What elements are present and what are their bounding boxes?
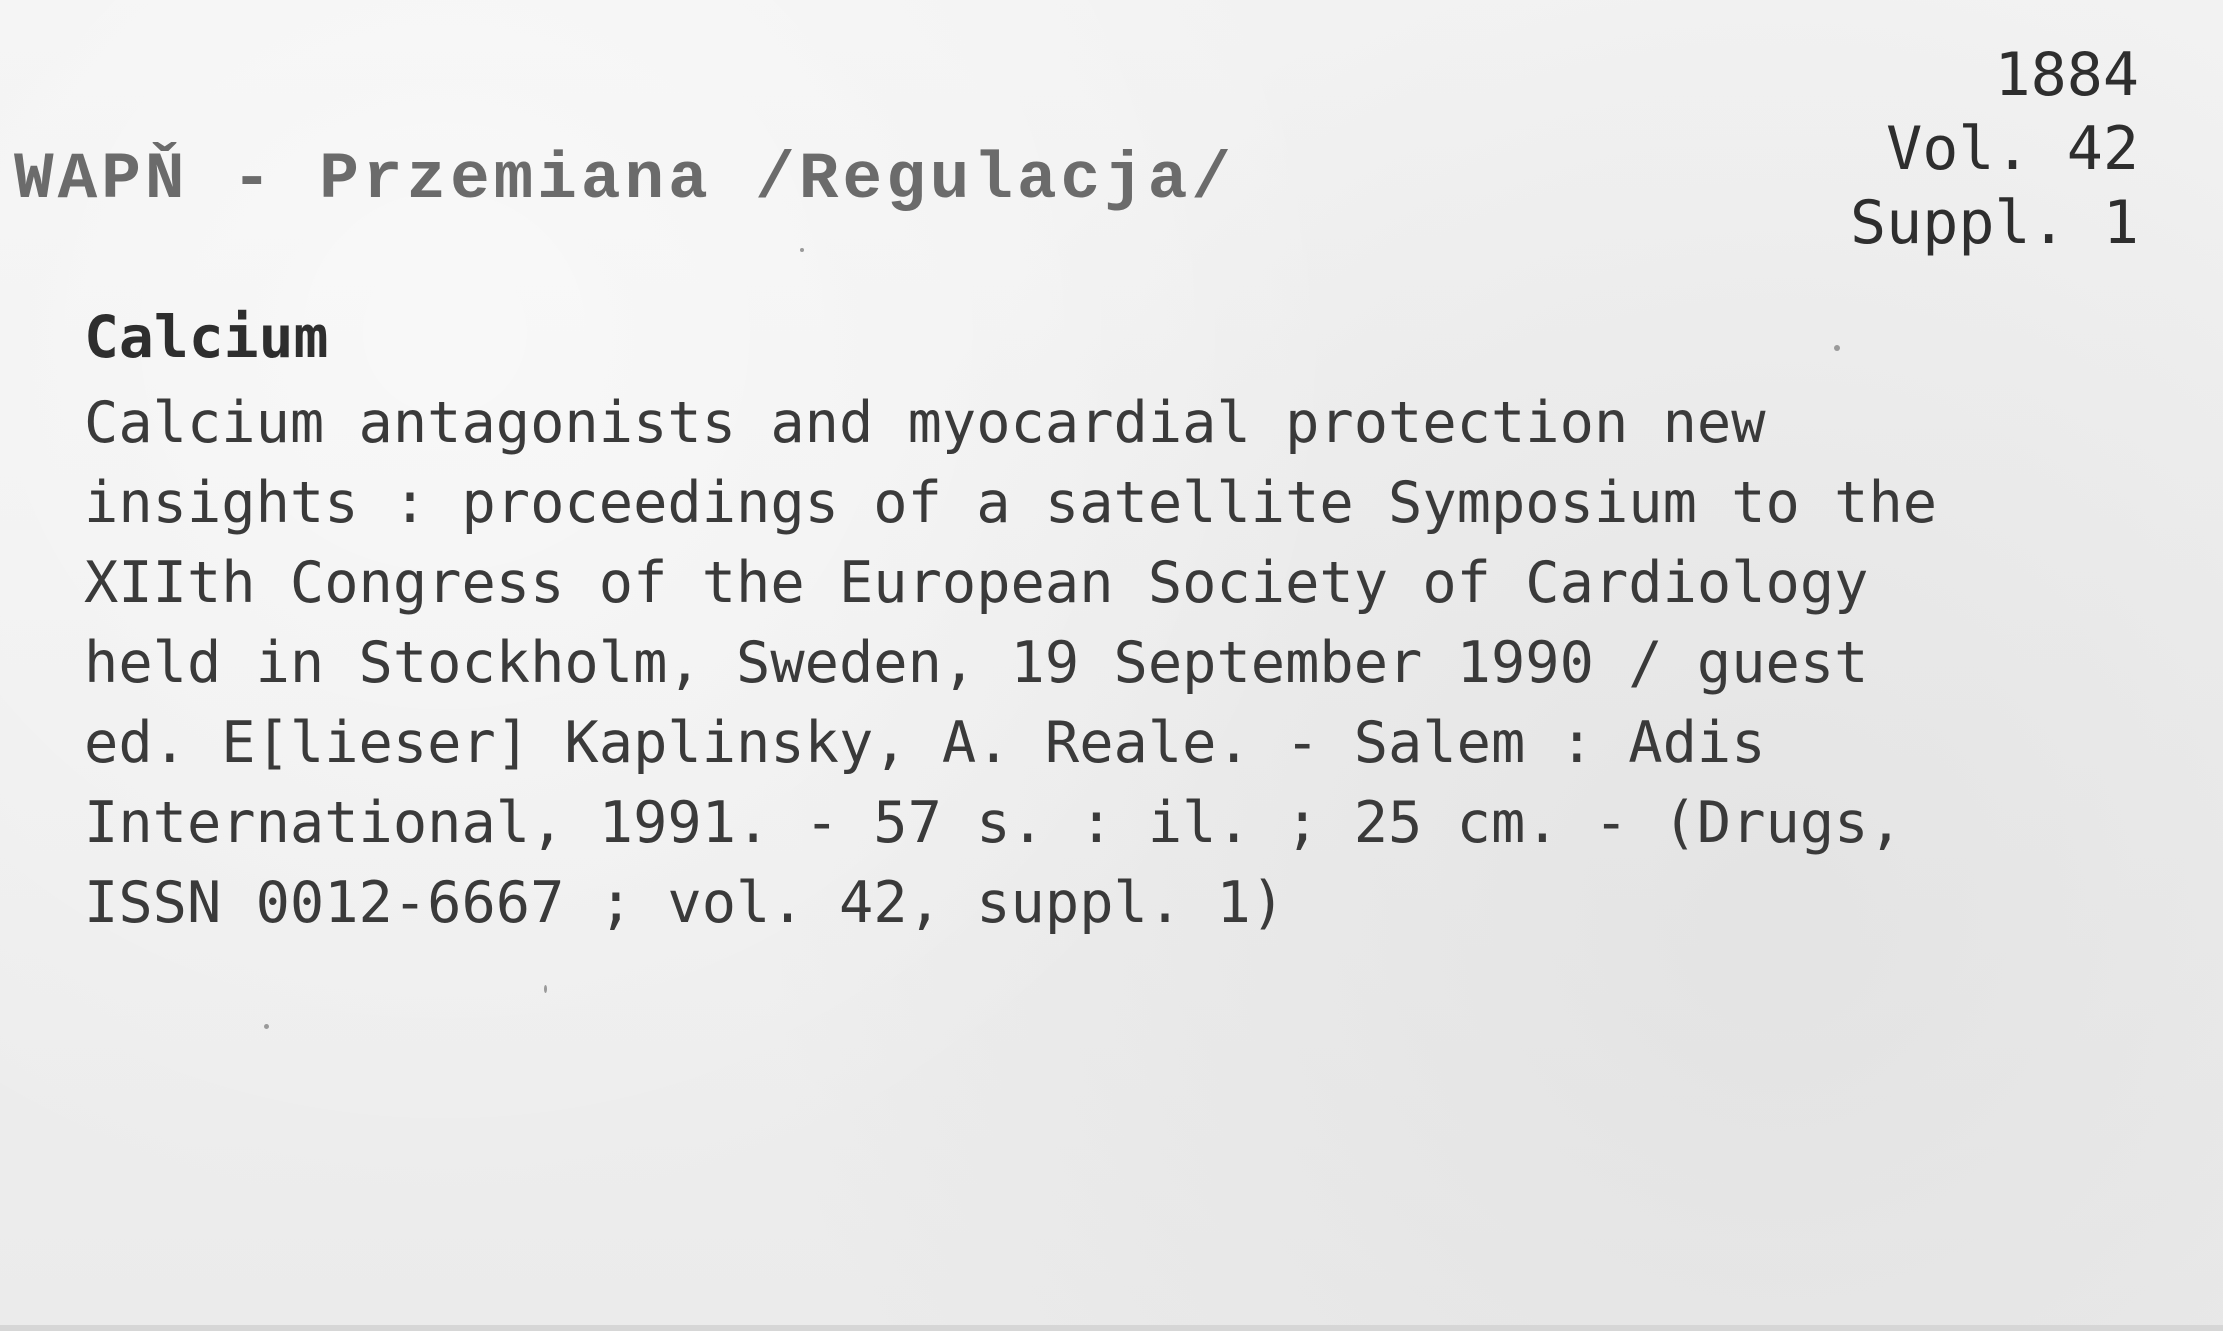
call-number-id: 1884 [1994, 40, 2139, 110]
paper-speck [800, 248, 804, 252]
bibliographic-description [84, 383, 2204, 943]
subject-heading: Calcium [84, 303, 329, 371]
description-line: ed. E[lieser] Kaplinsky, A. Reale. - Salem : Adis [84, 710, 1766, 776]
call-number-volume: Vol. 42 [1886, 114, 2139, 184]
description-line: XIIth Congress of the European Society of Cardiology [84, 550, 1869, 616]
paper-speck [264, 1024, 269, 1029]
paper-speck [544, 985, 547, 993]
description-line: International, 1991. - 57 s. : il. ; 25 cm. - (Drugs, [84, 790, 1903, 856]
card-heading: WAPŇ - Przemiana /Regulacja/ [14, 142, 1235, 217]
description-line: Calcium antagonists and myocardial protection new [84, 390, 1766, 456]
call-number-supplement: Suppl. 1 [1850, 188, 2139, 258]
description-line: insights : proceedings of a satellite Symposium to the [84, 470, 1938, 536]
paper-speck [1834, 345, 1840, 351]
call-number [1799, 38, 2139, 260]
description-line: held in Stockholm, Sweden, 19 September 1990 / guest [84, 630, 1869, 696]
description-line: ISSN 0012-6667 ; vol. 42, suppl. 1) [84, 870, 1286, 936]
